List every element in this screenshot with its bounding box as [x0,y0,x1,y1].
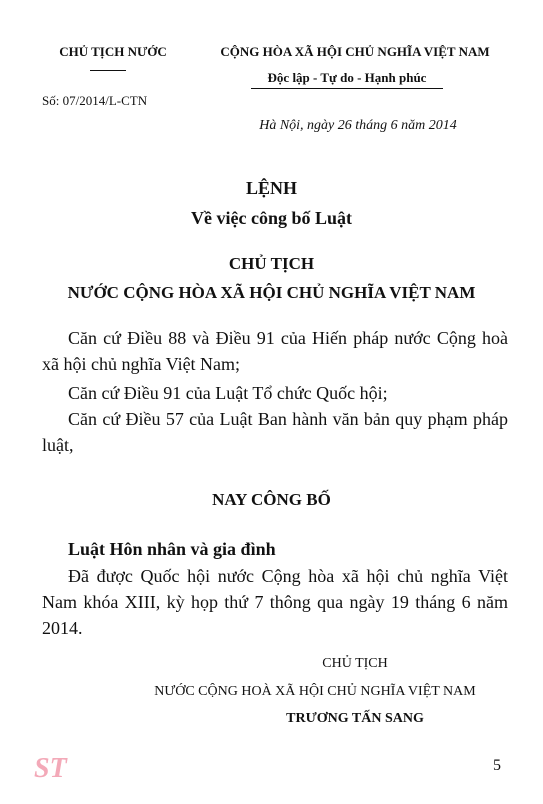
signatory-organization: NƯỚC CỘNG HOÀ XÃ HỘI CHỦ NGHĨA VIỆT NAM [154,684,476,699]
issuing-authority: CHỦ TỊCH NƯỚC [59,44,167,59]
preamble-paragraph-1: Căn cứ Điều 88 và Điều 91 của Hiến pháp nước Cộng hoà xã hội chủ nghĩa Việt Nam; [42,328,508,374]
signatory-name: TRƯƠNG TẤN SANG [286,711,424,726]
law-name: Luật Hôn nhân và gia đình [68,539,276,559]
document-number: Số: 07/2014/L-CTN [42,93,148,108]
issuer-organization: NƯỚC CỘNG HÒA XÃ HỘI CHỦ NGHĨA VIỆT NAM [67,283,476,302]
national-motto: Độc lập - Tự do - Hạnh phúc [251,70,443,89]
place-and-date: Hà Nội, ngày 26 tháng 6 năm 2014 [259,118,457,133]
national-title: CỘNG HÒA XÃ HỘI CHỦ NGHĨA VIỆT NAM [220,44,490,59]
preamble-paragraph-3: Căn cứ Điều 57 của Luật Ban hành văn bản quy phạm pháp luật, [42,409,508,455]
decree-heading: NAY CÔNG BỐ [212,490,331,509]
law-passed-paragraph: Đã được Quốc hội nước Cộng hòa xã hội chủ nghĩa Việt Nam khóa XIII, kỳ họp thứ 7 thông qua ngày 19 tháng 6 năm 2014. [42,566,508,638]
publisher-logo-icon: ST [34,753,67,784]
document-type-title: LỆNH [245,178,297,198]
signatory-title: CHỦ TỊCH [322,656,388,671]
preamble-paragraph-2: Căn cứ Điều 91 của Luật Tổ chức Quốc hội; [68,383,388,403]
document-subject: Về việc công bố Luật [191,208,352,228]
issuer-title: CHỦ TỊCH [228,254,315,273]
page-number: 5 [493,757,501,774]
authority-underline [90,70,126,71]
